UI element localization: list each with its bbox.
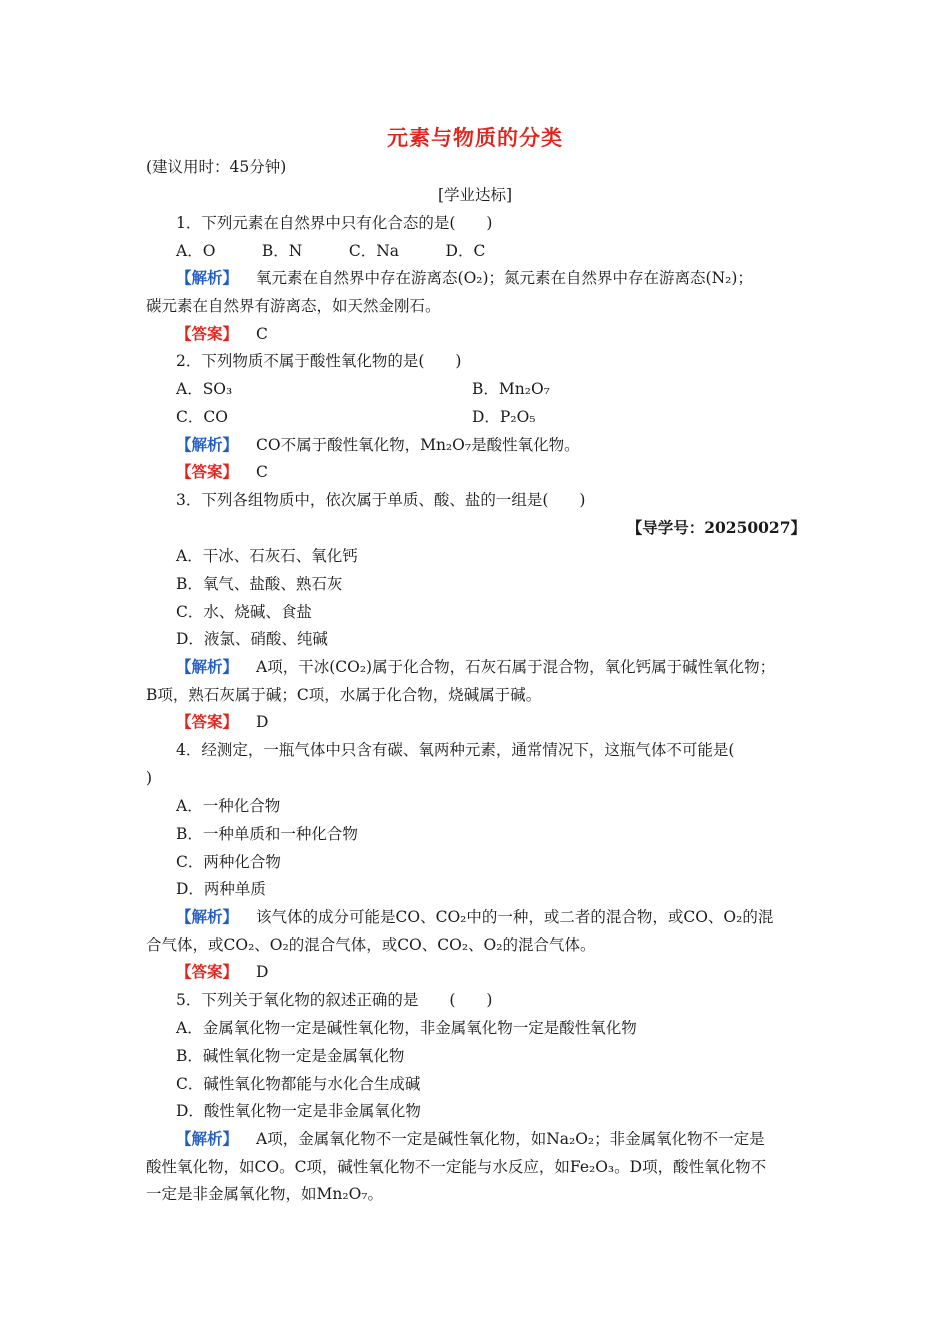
analysis-label: 【解析】 (176, 907, 239, 926)
q3-stem: 3．下列各组物质中，依次属于单质、酸、盐的一组是( ) (176, 491, 586, 509)
q1-analysis-text: 氧元素在自然界中存在游离态(O₂)；氮元素在自然界中存在游离态(N₂)； (256, 269, 753, 287)
q4-analysis-text: 该气体的成分可能是CO、CO₂中的一种，或二者的混合物，或CO、O₂的混 (256, 908, 774, 926)
q3-option-a: A．干冰、石灰石、氧化钙 (176, 547, 358, 565)
q2-option-d: D．P₂O₅ (472, 408, 536, 426)
q5-analysis (176, 1128, 765, 1150)
q3-option-b: B．氧气、盐酸、熟石灰 (176, 575, 343, 593)
q5-analysis-cont-1: 酸性氧化物，如CO。C项，碱性氧化物不一定能与水反应，如Fe₂O₃。D项，酸性氧化物不 (146, 1158, 767, 1176)
q3-guide-number: 【导学号：20250027】 (626, 518, 806, 537)
q4-analysis-cont: 合气体，或CO₂、O₂的混合气体，或CO、CO₂、O₂的混合气体。 (146, 936, 596, 954)
q1-stem: 1．下列元素在自然界中只有化合态的是( ) (176, 214, 493, 232)
q2-option-c: C．CO (176, 408, 228, 426)
document-title: 元素与物质的分类 (387, 125, 563, 150)
q4-option-a: A．一种化合物 (176, 797, 281, 815)
q2-answer-value: C (256, 463, 268, 481)
q1-answer-value: C (256, 325, 268, 343)
q3-analysis-cont: B项，熟石灰属于碱；C项，水属于化合物，烧碱属于碱。 (146, 686, 542, 704)
q5-analysis-text: A项，金属氧化物不一定是碱性氧化物，如Na₂O₂；非金属氧化物不一定是 (256, 1130, 765, 1148)
analysis-label: 【解析】 (176, 435, 239, 454)
q5-analysis-cont-2: 一定是非金属氧化物，如Mn₂O₇。 (146, 1185, 383, 1203)
q2-answer (176, 461, 268, 483)
analysis-label: 【解析】 (176, 657, 239, 676)
q3-analysis-text: A项，干冰(CO₂)属于化合物，石灰石属于混合物，氧化钙属于碱性氧化物； (256, 658, 776, 676)
answer-label: 【答案】 (176, 462, 239, 481)
q1-analysis (176, 267, 753, 289)
answer-label: 【答案】 (176, 712, 239, 731)
q3-answer-value: D (256, 713, 269, 731)
analysis-label: 【解析】 (176, 268, 239, 287)
q5-option-b: B．碱性氧化物一定是金属氧化物 (176, 1047, 405, 1065)
q4-answer (176, 961, 268, 983)
analysis-label: 【解析】 (176, 1129, 239, 1148)
answer-label: 【答案】 (176, 324, 239, 343)
q3-option-c: C．水、烧碱、食盐 (176, 603, 312, 621)
q5-option-c: C．碱性氧化物都能与水化合生成碱 (176, 1075, 421, 1093)
q1-options: A．O B．N C．Na D．C (176, 242, 486, 260)
q4-stem-cont: ) (146, 769, 153, 787)
q3-option-d: D．液氯、硝酸、纯碱 (176, 630, 328, 648)
section-heading: [学业达标] (437, 186, 513, 204)
q2-option-b: B．Mn₂O₇ (472, 380, 550, 398)
q2-option-a: A．SO₃ (176, 380, 233, 398)
q4-analysis (176, 906, 773, 928)
q4-stem: 4．经测定，一瓶气体中只含有碳、氧两种元素，通常情况下，这瓶气体不可能是( (176, 741, 735, 759)
answer-label: 【答案】 (176, 962, 239, 981)
q4-answer-value: D (256, 963, 269, 981)
q1-analysis-cont: 碳元素在自然界有游离态，如天然金刚石。 (146, 297, 441, 315)
time-hint: (建议用时：45分钟) (146, 158, 287, 176)
q4-option-c: C．两种化合物 (176, 853, 281, 871)
q1-answer (176, 323, 268, 345)
q5-option-d: D．酸性氧化物一定是非金属氧化物 (176, 1102, 421, 1120)
q2-analysis (176, 434, 580, 456)
q3-answer (176, 711, 268, 733)
q3-analysis (176, 656, 775, 678)
q4-option-b: B．一种单质和一种化合物 (176, 825, 358, 843)
q5-stem: 5．下列关于氧化物的叙述正确的是 ( ) (176, 991, 493, 1009)
q5-option-a: A．金属氧化物一定是碱性氧化物，非金属氧化物一定是酸性氧化物 (176, 1019, 637, 1037)
q2-analysis-text: CO不属于酸性氧化物，Mn₂O₇是酸性氧化物。 (256, 436, 580, 454)
q2-stem: 2．下列物质不属于酸性氧化物的是( ) (176, 352, 462, 370)
q4-option-d: D．两种单质 (176, 880, 266, 898)
